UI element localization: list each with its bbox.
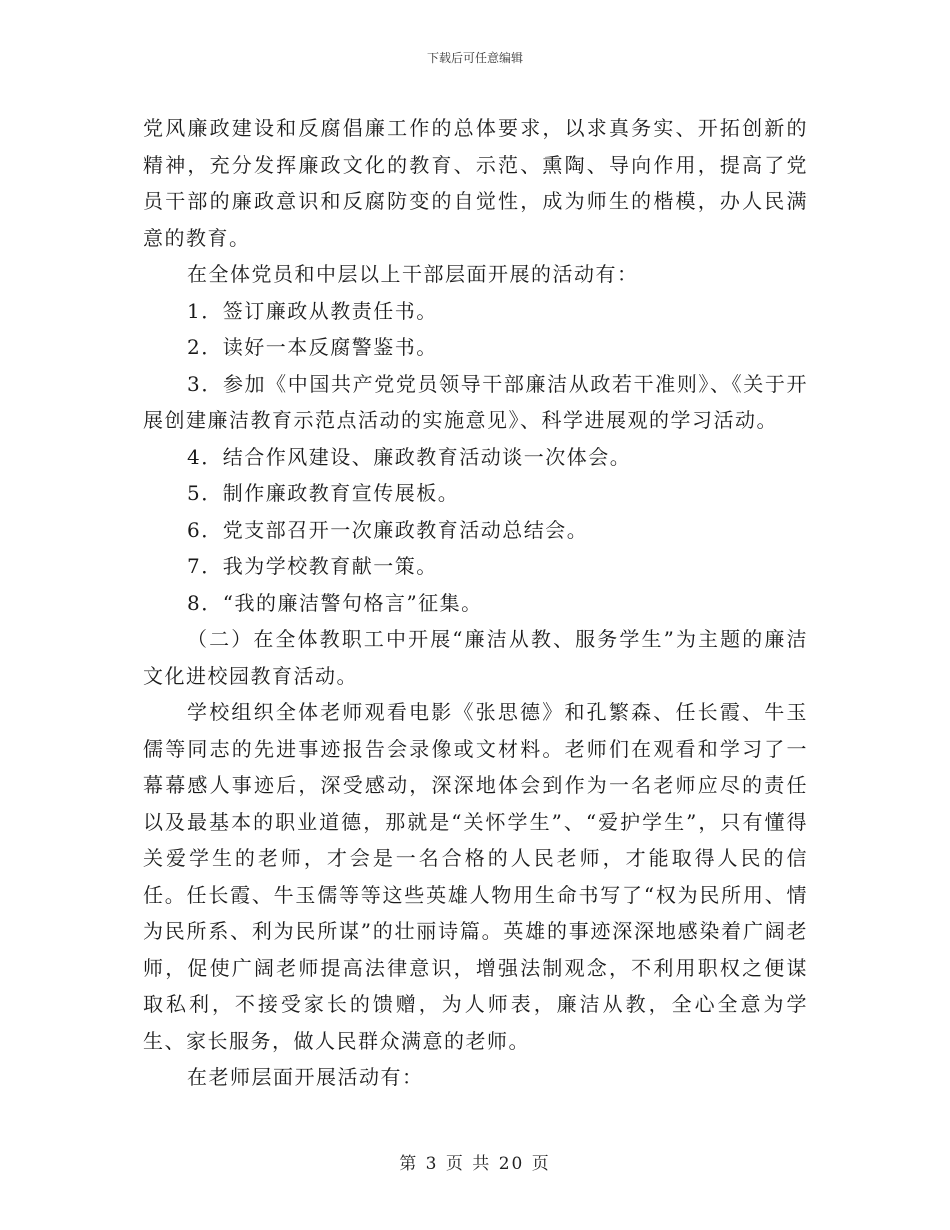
list-item: 2．读好一本反腐警鉴书。 bbox=[187, 335, 438, 359]
list-item: 6．党支部召开一次廉政教育活动总结会。 bbox=[187, 517, 589, 542]
paragraph: 在全体党员和中层以上干部层面开展的活动有： bbox=[187, 262, 639, 286]
page-number: 第 3 页 共 20 页 bbox=[399, 1154, 551, 1174]
paragraph: 党风廉政建设和反腐倡廉工作的总体要求，以求真务实、开拓创新的精神，充分发挥廉政文化的教育、示范、熏陶、导向作用，提高了党员干部的廉政意识和反腐防变的自觉性，成为师生的楷模，办人民满意的教育。 bbox=[143, 116, 808, 250]
list-item: 8．“我的廉洁警句格言”征集。 bbox=[187, 590, 483, 615]
list-item: 4．结合作风建设、廉政教育活动谈一次体会。 bbox=[187, 444, 632, 469]
paragraph: 学校组织全体老师观看电影《张思德》和孔繁森、任长霞、牛玉儒等同志的先进事迹报告会录像或文材料。老师们在观看和学习了一幕幕感人事迹后，深受感动，深深地体会到作为一名老师应尽的责任以及最基本的职业道德，那就是“关怀学生”、“爱护学生”，只有懂得关爱学生的老师，才会是一名合格的人民老师，才能取得人民的信任。任长霞、牛玉儒等等这些英雄人物用生命书写了“权为民所用、情为民所系、利为民所谋”的壮丽诗篇。英雄的事迹深深地感染着广阔老师，促使广阔老师提高法律意识，增强法制观念，不利用职权之便谋取私利，不接受家长的馈赠，为人师表，廉洁从教，全心全意为学生、家长服务，做人民群众满意的老师。 bbox=[143, 700, 808, 1053]
document-body bbox=[143, 110, 808, 1096]
page-header-note: 下载后可任意编辑 bbox=[426, 51, 523, 65]
section-heading: （二）在全体教职工中开展“廉洁从教、服务学生”为主题的廉洁文化进校园教育活动。 bbox=[143, 627, 808, 688]
list-item: 5．制作廉政教育宣传展板。 bbox=[187, 481, 460, 505]
list-item: 3．参加《中国共产党党员领导干部廉洁从政若干准则》、《关于开展创建廉洁教育示范点活动的实施意见》、科学进展观的学习活动。 bbox=[143, 371, 808, 432]
list-item: 1．签订廉政从教责任书。 bbox=[187, 298, 438, 323]
list-item: 7．我为学校教育献一策。 bbox=[187, 554, 438, 578]
paragraph: 在老师层面开展活动有： bbox=[187, 1065, 424, 1089]
